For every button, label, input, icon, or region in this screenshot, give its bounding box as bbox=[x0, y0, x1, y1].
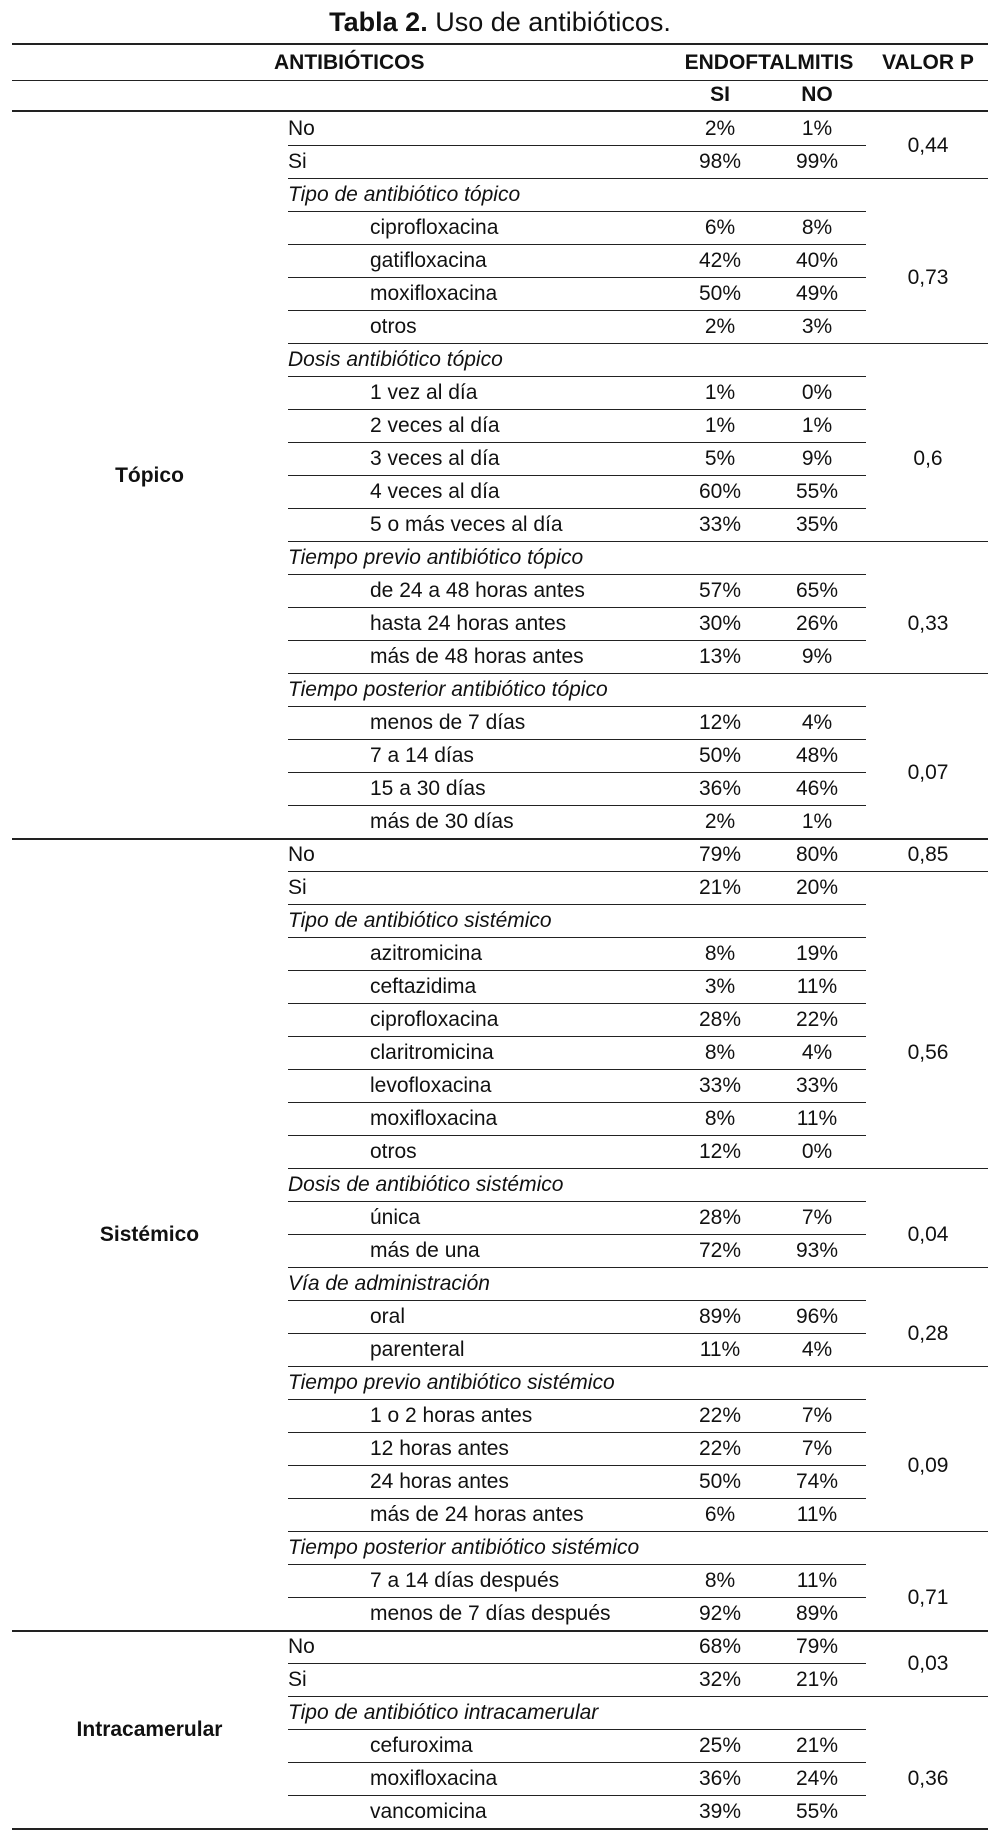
row-label: azitromicina bbox=[370, 942, 483, 965]
value-si: 36% bbox=[698, 777, 742, 800]
p-rule bbox=[866, 178, 988, 179]
p-rule bbox=[866, 541, 988, 542]
row-label: parenteral bbox=[370, 1338, 465, 1361]
row-label: Si bbox=[288, 876, 307, 899]
row-label: 7 a 14 días bbox=[370, 744, 474, 767]
value-si: 2% bbox=[704, 117, 736, 140]
row-label: más de 48 horas antes bbox=[370, 645, 584, 668]
value-no: 79% bbox=[795, 1635, 839, 1658]
value-no: 21% bbox=[795, 1734, 839, 1757]
row-label: ceftazidima bbox=[370, 975, 477, 998]
row-label: Vía de administración bbox=[288, 1272, 490, 1295]
p-value: 0,33 bbox=[907, 612, 949, 635]
value-si: 50% bbox=[698, 282, 742, 305]
row-label: 1 o 2 horas antes bbox=[370, 1404, 533, 1427]
value-no: 22% bbox=[795, 1008, 839, 1031]
p-value: 0,44 bbox=[907, 133, 949, 157]
value-si: 42% bbox=[698, 249, 742, 272]
value-no: 48% bbox=[795, 744, 839, 767]
value-no: 11% bbox=[796, 1503, 838, 1526]
value-si: 39% bbox=[698, 1800, 742, 1823]
header-rule bbox=[12, 80, 988, 81]
value-si: 33% bbox=[698, 513, 742, 536]
p-value: 0,28 bbox=[907, 1321, 949, 1345]
value-si: 12% bbox=[698, 711, 742, 734]
p-value: 0,09 bbox=[907, 1453, 949, 1477]
value-no: 33% bbox=[795, 1074, 839, 1097]
p-value: 0,85 bbox=[907, 843, 949, 866]
row-label: moxifloxacina bbox=[370, 1107, 498, 1130]
row-label: Tiempo posterior antibiótico sistémico bbox=[288, 1536, 640, 1559]
value-no: 80% bbox=[795, 843, 839, 866]
value-si: 1% bbox=[704, 381, 736, 404]
top-rule bbox=[12, 43, 988, 45]
row-label: Tiempo posterior antibiótico tópico bbox=[288, 678, 608, 701]
value-si: 12% bbox=[698, 1140, 742, 1163]
value-no: 35% bbox=[795, 513, 839, 536]
row-label: Tipo de antibiótico intracamerular bbox=[288, 1701, 599, 1724]
row-label: 1 vez al día bbox=[370, 381, 478, 404]
value-si: 92% bbox=[698, 1602, 742, 1625]
p-value: 0,71 bbox=[907, 1585, 949, 1609]
row-label: más de 30 días bbox=[370, 810, 514, 833]
row-label: 12 horas antes bbox=[370, 1437, 509, 1460]
value-si: 1% bbox=[704, 414, 736, 437]
value-no: 1% bbox=[801, 810, 833, 833]
value-si: 50% bbox=[698, 744, 742, 767]
value-si: 28% bbox=[698, 1206, 742, 1229]
value-no: 65% bbox=[795, 579, 839, 602]
value-no: 0% bbox=[801, 1140, 833, 1163]
row-label: Dosis de antibiótico sistémico bbox=[288, 1173, 564, 1196]
value-si: 2% bbox=[704, 315, 736, 338]
row-label: No bbox=[288, 117, 315, 140]
row-label: claritromicina bbox=[370, 1041, 494, 1064]
value-si: 28% bbox=[698, 1008, 742, 1031]
header-endoftalmitis: ENDOFTALMITIS bbox=[684, 51, 854, 74]
value-no: 46% bbox=[795, 777, 839, 800]
value-si: 8% bbox=[704, 942, 736, 965]
value-si: 8% bbox=[704, 1569, 736, 1592]
row-label: 2 veces al día bbox=[370, 414, 500, 437]
row-label: 5 o más veces al día bbox=[370, 513, 563, 536]
row-label: moxifloxacina bbox=[370, 282, 498, 305]
table-caption: Uso de antibióticos. bbox=[427, 7, 671, 37]
header-antibioticos: ANTIBIÓTICOS bbox=[274, 51, 425, 74]
value-no: 24% bbox=[795, 1767, 839, 1790]
header-no: NO bbox=[801, 83, 833, 106]
p-rule bbox=[866, 343, 988, 344]
row-label: ciprofloxacina bbox=[370, 1008, 499, 1031]
value-no: 74% bbox=[795, 1470, 839, 1493]
row-label: Dosis antibiótico tópico bbox=[288, 348, 503, 371]
value-si: 60% bbox=[698, 480, 742, 503]
value-no: 20% bbox=[795, 876, 839, 899]
row-label: 7 a 14 días después bbox=[370, 1569, 560, 1592]
header-si: SI bbox=[710, 83, 730, 106]
table-number: Tabla 2. bbox=[329, 7, 428, 37]
p-value: 0,73 bbox=[907, 265, 949, 289]
value-si: 89% bbox=[698, 1305, 742, 1328]
group-label: Tópico bbox=[115, 463, 184, 487]
p-value: 0,6 bbox=[913, 447, 943, 470]
row-label: 15 a 30 días bbox=[370, 777, 486, 800]
p-rule bbox=[866, 1168, 988, 1169]
value-no: 3% bbox=[801, 315, 833, 338]
value-no: 89% bbox=[795, 1602, 839, 1625]
row-label: Tiempo previo antibiótico sistémico bbox=[288, 1371, 615, 1394]
value-no: 49% bbox=[795, 282, 839, 305]
value-no: 40% bbox=[795, 249, 839, 272]
p-rule bbox=[866, 1696, 988, 1697]
value-si: 3% bbox=[704, 975, 736, 998]
value-no: 4% bbox=[801, 711, 833, 734]
row-label: Si bbox=[288, 150, 307, 173]
row-label: Tipo de antibiótico sistémico bbox=[288, 909, 552, 932]
value-no: 26% bbox=[795, 612, 839, 635]
value-si: 21% bbox=[698, 876, 742, 899]
value-no: 8% bbox=[801, 216, 833, 239]
value-si: 72% bbox=[698, 1239, 742, 1262]
value-no: 11% bbox=[796, 1569, 838, 1592]
value-no: 11% bbox=[796, 1107, 838, 1130]
value-no: 99% bbox=[795, 150, 839, 173]
value-si: 33% bbox=[698, 1074, 742, 1097]
group-label: Sistémico bbox=[99, 1222, 200, 1246]
value-no: 55% bbox=[795, 480, 839, 503]
value-si: 11% bbox=[699, 1338, 741, 1361]
value-no: 1% bbox=[801, 414, 833, 437]
group-label: Intracamerular bbox=[76, 1717, 223, 1741]
value-si: 57% bbox=[698, 579, 742, 602]
row-label: 24 horas antes bbox=[370, 1470, 509, 1493]
value-no: 55% bbox=[795, 1800, 839, 1823]
value-si: 22% bbox=[698, 1437, 742, 1460]
row-label: moxifloxacina bbox=[370, 1767, 498, 1790]
row-label: otros bbox=[370, 1140, 417, 1163]
row-label: cefuroxima bbox=[370, 1734, 473, 1757]
value-si: 6% bbox=[704, 1503, 736, 1526]
value-si: 68% bbox=[698, 1635, 742, 1658]
value-si: 8% bbox=[704, 1107, 736, 1130]
row-label: vancomicina bbox=[370, 1800, 487, 1823]
p-rule bbox=[866, 1366, 988, 1367]
value-no: 9% bbox=[801, 447, 833, 470]
row-label: oral bbox=[370, 1305, 406, 1328]
row-label: levofloxacina bbox=[370, 1074, 492, 1097]
p-value: 0,56 bbox=[907, 1041, 949, 1064]
row-label: menos de 7 días bbox=[370, 711, 526, 734]
row-label: hasta 24 horas antes bbox=[370, 612, 567, 635]
value-no: 9% bbox=[801, 645, 833, 668]
header-valor-p: VALOR P bbox=[882, 51, 974, 74]
value-no: 1% bbox=[801, 117, 833, 140]
value-no: 21% bbox=[795, 1668, 839, 1691]
row-label: otros bbox=[370, 315, 417, 338]
group-rule bbox=[12, 1828, 988, 1830]
p-rule bbox=[866, 1531, 988, 1532]
table-title bbox=[0, 0, 1000, 44]
p-value: 0,04 bbox=[907, 1222, 949, 1246]
value-no: 7% bbox=[801, 1404, 833, 1427]
value-si: 98% bbox=[698, 150, 742, 173]
p-value: 0,36 bbox=[907, 1767, 949, 1790]
row-label: ciprofloxacina bbox=[370, 216, 499, 239]
row-label: más de 24 horas antes bbox=[370, 1503, 584, 1526]
value-no: 19% bbox=[795, 942, 839, 965]
p-value: 0,03 bbox=[907, 1651, 949, 1675]
row-label: Tipo de antibiótico tópico bbox=[288, 183, 521, 206]
value-no: 7% bbox=[801, 1206, 833, 1229]
row-label: gatifloxacina bbox=[370, 249, 487, 272]
row-label: 4 veces al día bbox=[370, 480, 500, 503]
row-label: Si bbox=[288, 1668, 307, 1691]
value-no: 96% bbox=[795, 1305, 839, 1328]
value-no: 11% bbox=[796, 975, 838, 998]
row-label: más de una bbox=[370, 1239, 480, 1262]
value-si: 6% bbox=[704, 216, 736, 239]
p-value: 0,07 bbox=[907, 760, 949, 784]
value-si: 79% bbox=[698, 843, 742, 866]
row-label: de 24 a 48 horas antes bbox=[370, 579, 585, 602]
value-si: 36% bbox=[698, 1767, 742, 1790]
row-label: No bbox=[288, 1635, 315, 1658]
row-label: 3 veces al día bbox=[370, 447, 500, 470]
row-label: única bbox=[370, 1206, 421, 1229]
p-rule bbox=[866, 871, 988, 872]
row-label: menos de 7 días después bbox=[370, 1602, 611, 1625]
value-si: 25% bbox=[698, 1734, 742, 1757]
value-no: 4% bbox=[801, 1041, 833, 1064]
value-si: 30% bbox=[698, 612, 742, 635]
value-no: 4% bbox=[801, 1338, 833, 1361]
value-si: 32% bbox=[698, 1668, 742, 1691]
value-no: 93% bbox=[795, 1239, 839, 1262]
p-rule bbox=[866, 1267, 988, 1268]
value-no: 7% bbox=[801, 1437, 833, 1460]
row-label: No bbox=[288, 843, 315, 866]
value-si: 5% bbox=[704, 447, 736, 470]
value-si: 22% bbox=[698, 1404, 742, 1427]
p-rule bbox=[866, 673, 988, 674]
row-label: Tiempo previo antibiótico tópico bbox=[288, 546, 584, 569]
value-si: 8% bbox=[704, 1041, 736, 1064]
value-si: 13% bbox=[698, 645, 742, 668]
value-no: 0% bbox=[801, 381, 833, 404]
value-si: 50% bbox=[698, 1470, 742, 1493]
value-si: 2% bbox=[704, 810, 736, 833]
